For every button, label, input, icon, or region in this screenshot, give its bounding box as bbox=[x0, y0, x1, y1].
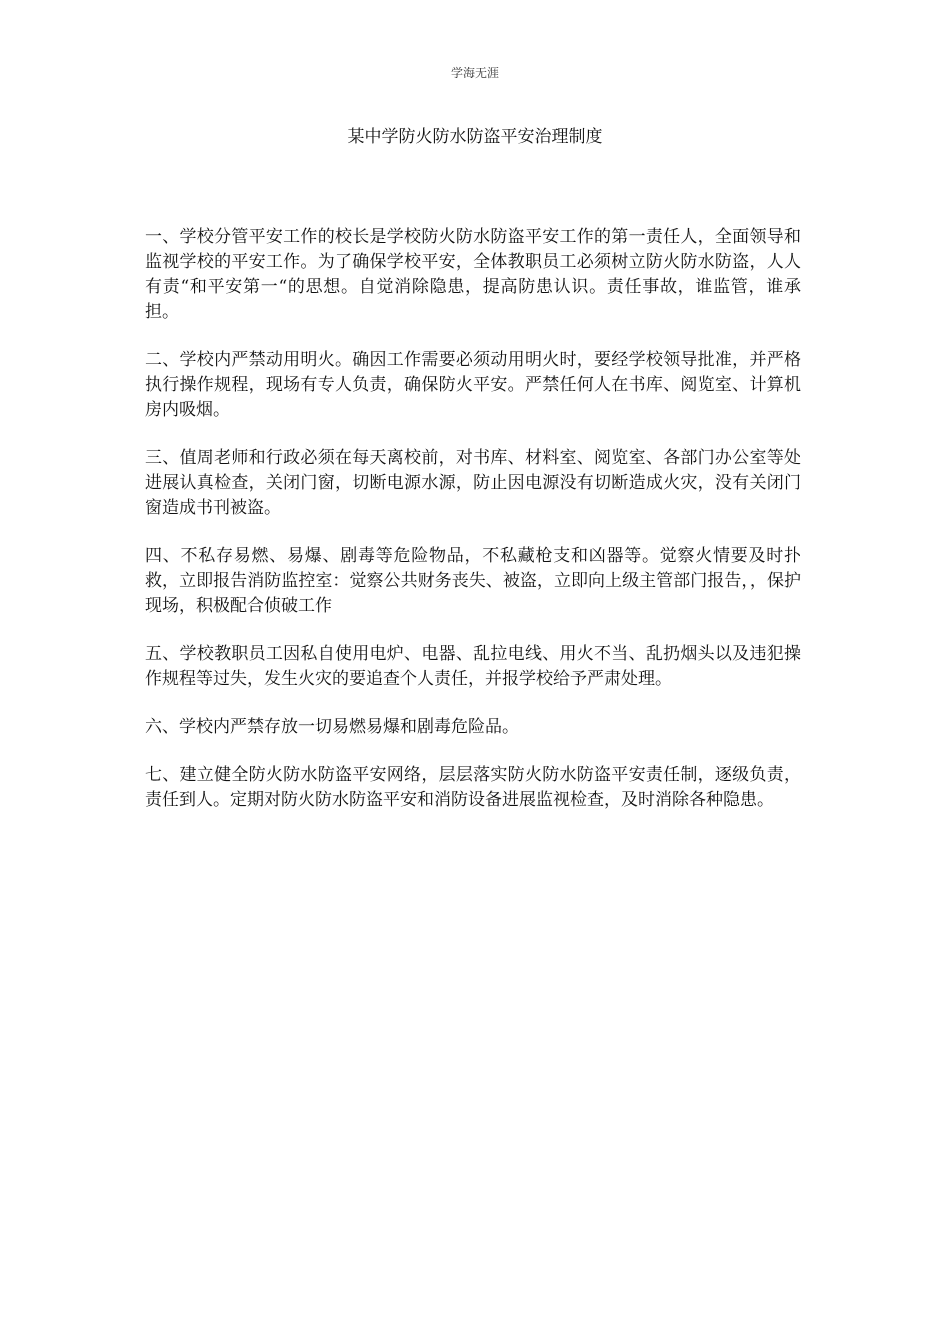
paragraph-4: 四、不私存易燃、易爆、剧毒等危险物品，不私藏枪支和凶器等。觉察火情要及时扑救，立即报告消防监控室：觉察公共财务丧失、被盗，立即向上级主管部门报告，，保护现场，积极配合侦破工作 bbox=[145, 546, 801, 616]
page-header: 学海无涯 bbox=[450, 66, 499, 80]
paragraph-7: 七、建立健全防火防水防盗平安网络，层层落实防火防水防盗平安责任制，逐级负责，责任到人。定期对防火防水防盗平安和消防设备进展监视检查，及时消除各种隐患。 bbox=[145, 765, 801, 810]
document-title: 某中学防火防水防盗平安治理制度 bbox=[347, 127, 603, 147]
paragraph-1: 一、学校分管平安工作的校长是学校防火防水防盗平安工作的第一责任人，全面领导和监视学校的平安工作。为了确保学校平安，全体教职员工必须树立防火防水防盗，人人有责“和平安第一“的思想。自觉消除隐患，提高防患认识。责任事故，谁监管，谁承担。 bbox=[145, 227, 801, 322]
paragraph-5: 五、学校教职员工因私自使用电炉、电器、乱拉电线、用火不当、乱扔烟头以及违犯操作规程等过失，发生火灾的要追查个人责任，并报学校给予严肃处理。 bbox=[145, 644, 801, 689]
paragraph-2: 二、学校内严禁动用明火。确因工作需要必须动用明火时，要经学校领导批准，并严格执行操作规程，现场有专人负责，确保防火平安。严禁任何人在书库、阅览室、计算机房内吸烟。 bbox=[145, 350, 801, 420]
document-body bbox=[145, 225, 801, 836]
paragraph-6: 六、学校内严禁存放一切易燃易爆和剧毒危险品。 bbox=[145, 717, 519, 737]
paragraph-3: 三、值周老师和行政必须在每天离校前，对书库、材料室、阅览室、各部门办公室等处进展认真检查，关闭门窗，切断电源水源，防止因电源没有切断造成火灾，没有关闭门窗造成书刊被盗。 bbox=[145, 448, 801, 518]
